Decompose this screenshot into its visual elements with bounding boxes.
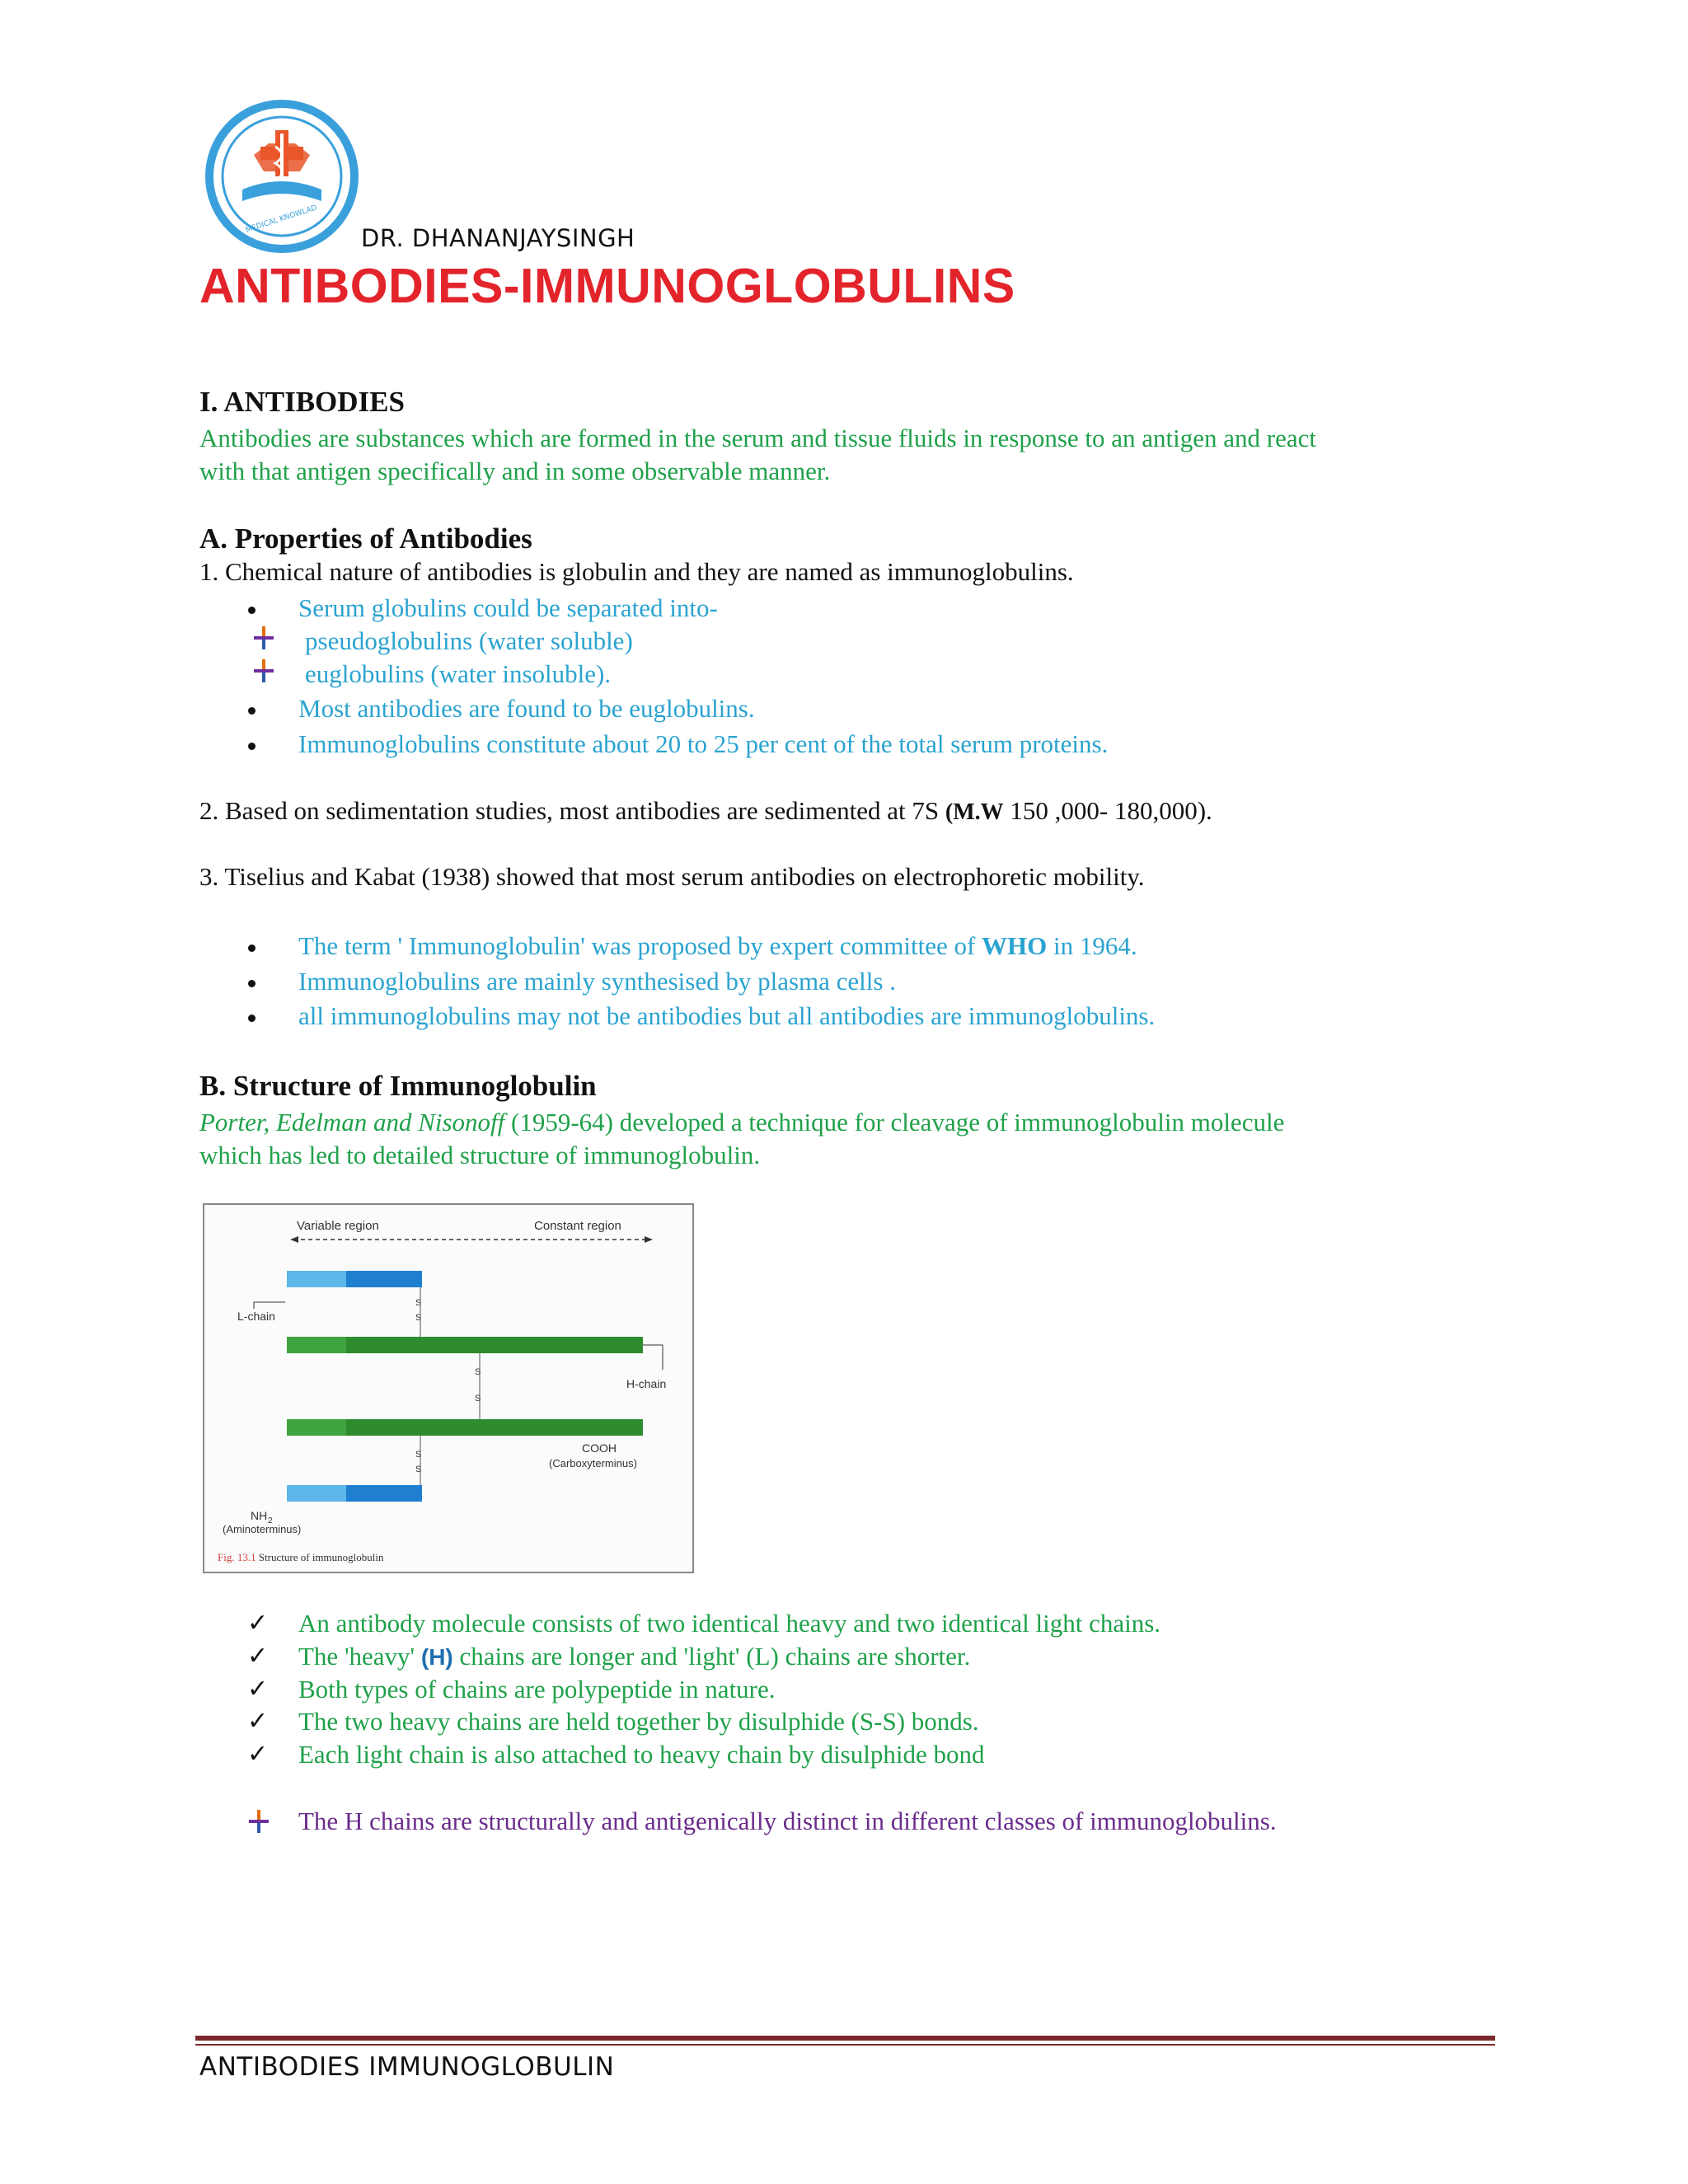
mw-value: 150 ,000- 180,000). — [1003, 796, 1212, 825]
arrow-left-icon — [290, 1236, 298, 1243]
who-label: WHO — [982, 931, 1048, 960]
definition-line-1: Antibodies are substances which are formed in the serum and tissue fluids in response to an antigen and react — [199, 424, 1316, 452]
h-label: (H) — [420, 1644, 453, 1670]
bullet-icon — [248, 980, 256, 987]
term-text: The term ' Immunoglobulin' was proposed by expert committee of — [298, 931, 982, 960]
bullet-icon — [248, 707, 256, 715]
light-chain-constant — [346, 1485, 422, 1502]
ss-bond-label: S — [415, 1313, 422, 1323]
light-chain-variable — [287, 1485, 346, 1502]
list-item: pseudoglobulins (water soluble) — [305, 626, 633, 655]
h-chain-label: H-chain — [626, 1377, 667, 1390]
arrow-right-icon — [645, 1236, 653, 1243]
heavy-text: The 'heavy' — [298, 1642, 421, 1671]
check-icon: ✓ — [247, 1675, 269, 1704]
variable-region-label: Variable region — [297, 1219, 379, 1233]
nh2-subscript: 2 — [268, 1516, 273, 1526]
list-item — [298, 931, 1137, 961]
section-heading-properties: A. Properties of Antibodies — [199, 523, 532, 555]
list-item: Serum globulins could be separated into- — [298, 593, 718, 622]
arrow-bullet-icon — [254, 659, 274, 682]
property-point-2 — [199, 796, 1212, 826]
check-item: The two heavy chains are held together by disulphide (S-S) bonds. — [298, 1707, 979, 1736]
ss-bond-label: S — [415, 1450, 422, 1460]
cooh-label: COOH — [582, 1441, 617, 1455]
nh2-label: NH — [251, 1509, 268, 1522]
authors: Porter, Edelman and Nisonoff — [199, 1108, 505, 1137]
property-point-1: 1. Chemical nature of antibodies is globulin and they are named as immunoglobulins. — [199, 557, 1074, 586]
constant-region-label: Constant region — [534, 1219, 621, 1233]
bullet-icon — [248, 607, 256, 614]
property-point-3: 3. Tiselius and Kabat (1938) showed that most serum antibodies on electrophoretic mobility. — [199, 862, 1145, 891]
figure-caption — [218, 1551, 384, 1563]
footer-divider — [195, 2036, 1495, 2041]
section-heading-antibodies: I. ANTIBODIES — [199, 386, 405, 418]
section-heading-structure: B. Structure of Immunoglobulin — [199, 1070, 597, 1102]
point2-text: 2. Based on sedimentation studies, most antibodies are sedimented at 7S — [199, 796, 945, 825]
l-chain-label: L-chain — [237, 1310, 275, 1323]
heavy-chain-variable — [287, 1419, 346, 1436]
check-icon: ✓ — [247, 1609, 269, 1638]
check-item: Each light chain is also attached to heavy chain by disulphide bond — [298, 1740, 985, 1769]
check-icon: ✓ — [247, 1642, 269, 1671]
ss-bond-label: S — [475, 1367, 481, 1377]
ss-bond-label: S — [475, 1394, 481, 1404]
page-title: ANTIBODIES-IMMUNOGLOBULINS — [199, 259, 1015, 313]
check-icon: ✓ — [247, 1707, 269, 1736]
ss-bond-label: S — [415, 1298, 422, 1308]
logo-text: MEDICAL KNOWLAD — [244, 204, 318, 235]
structure-line-1-rest: (1959-64) developed a technique for cleavage of immunoglobulin molecule — [504, 1108, 1285, 1137]
check-icon: ✓ — [247, 1740, 269, 1769]
year-text: in 1964. — [1047, 931, 1137, 960]
carboxyterminus-label: (Carboxyterminus) — [549, 1457, 637, 1469]
page-footer: ANTIBODIES IMMUNOGLOBULIN — [199, 2052, 615, 2082]
check-item: Both types of chains are polypeptide in nature. — [298, 1675, 776, 1704]
structure-line-2: which has led to detailed structure of immunoglobulin. — [199, 1141, 761, 1169]
list-item: euglobulins (water insoluble). — [305, 659, 612, 688]
list-item: all immunoglobulins may not be antibodies but all antibodies are immunoglobulins. — [298, 1001, 1156, 1030]
mw-label: (M.W — [945, 799, 1004, 825]
structure-line-1 — [199, 1108, 1284, 1137]
ss-bond-label: S — [415, 1465, 422, 1474]
check-item — [298, 1642, 970, 1671]
figure-number: Fig. 13.1 — [218, 1551, 256, 1563]
medical-knowledge-logo — [203, 97, 361, 255]
list-item: Most antibodies are found to be euglobulins. — [298, 694, 755, 723]
immunoglobulin-structure-diagram — [203, 1203, 694, 1573]
heavy-chain-variable — [287, 1337, 346, 1353]
bullet-icon — [248, 743, 256, 750]
check-item: An antibody molecule consists of two identical heavy and two identical light chains. — [298, 1609, 1161, 1638]
light-chain-variable — [287, 1271, 346, 1287]
footer-divider — [195, 2044, 1495, 2046]
arrow-bullet-icon — [249, 1810, 269, 1833]
list-item: Immunoglobulins constitute about 20 to 25 per cent of the total serum proteins. — [298, 729, 1109, 758]
chains-text: chains are longer and 'light' (L) chains are shorter. — [452, 1642, 971, 1671]
aminoterminus-label: (Aminoterminus) — [223, 1523, 302, 1535]
final-note: The H chains are structurally and antigenically distinct in different classes of immunoglobulins. — [298, 1807, 1277, 1835]
arrow-bullet-icon — [254, 626, 274, 649]
definition-line-2: with that antigen specifically and in some observable manner. — [199, 457, 831, 485]
list-item: Immunoglobulins are mainly synthesised by plasma cells . — [298, 967, 896, 996]
author-name: DR. DHANANJAYSINGH — [361, 224, 635, 252]
figure-caption-text: Structure of immunoglobulin — [256, 1551, 384, 1563]
heavy-chain-constant — [346, 1337, 643, 1353]
light-chain-constant — [346, 1271, 422, 1287]
bullet-icon — [248, 1015, 256, 1022]
heavy-chain-constant — [346, 1419, 643, 1436]
bullet-icon — [248, 944, 256, 952]
